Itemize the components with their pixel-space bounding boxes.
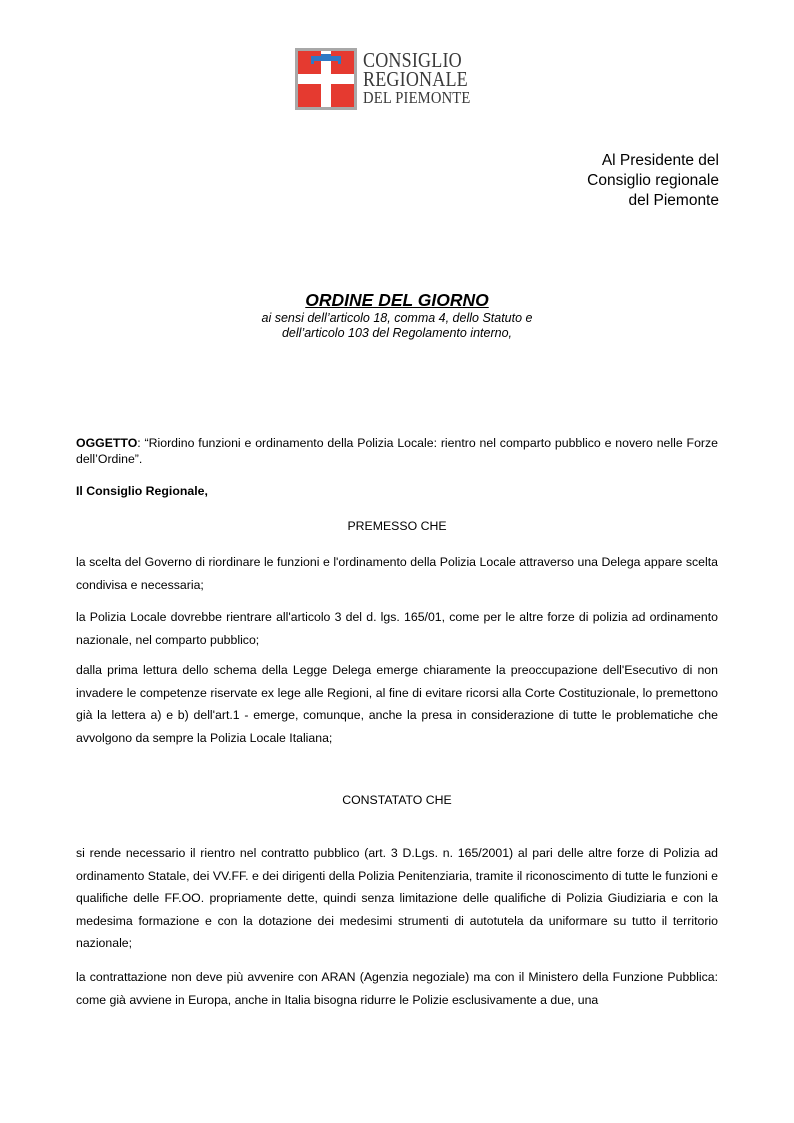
document-title: ORDINE DEL GIORNO [305, 290, 489, 310]
constatato-heading: CONSTATATO CHE [342, 793, 452, 807]
addressee-line-2: Consiglio regionale [587, 172, 719, 189]
intro-line: Il Consiglio Regionale, [76, 484, 208, 498]
logo-wordmark [363, 48, 471, 107]
logo-line-2: REGIONALE [363, 67, 468, 91]
premesso-heading: PREMESSO CHE [347, 519, 447, 533]
subject-block [76, 436, 718, 467]
logo-line-3: DEL PIEMONTE [363, 88, 471, 107]
addressee-line-3: del Piemonte [628, 192, 719, 209]
subject-label: OGGETTO [76, 436, 138, 450]
piedmont-coat-of-arms-icon [295, 48, 357, 110]
paragraph-text: la Polizia Locale dovrebbe rientrare all'articolo 3 del d. lgs. 165/01, come per le altre forze di polizia ad ordinamento nazionale, nel comparto pubblico; [76, 610, 718, 647]
paragraph-text: la scelta del Governo di riordinare le funzioni e l'ordinamento della Polizia Locale attraverso una Delega appare scelta condivisa e necessaria; [76, 555, 718, 592]
addressee-block [587, 151, 719, 211]
addressee-line-1: Al Presidente del [601, 152, 719, 169]
logo-line-1: CONSIGLIO [363, 48, 462, 72]
premesso-paragraph-3 [76, 659, 718, 749]
subject-text: : “Riordino funzioni e ordinamento della Polizia Locale: rientro nel comparto pubblico e novero nelle Forze dell’Ordine”. [76, 436, 718, 466]
premesso-paragraph-2 [76, 606, 718, 651]
council-logo [295, 48, 505, 112]
constatato-paragraph-2 [76, 966, 718, 1011]
document-subtitle-1: ai sensi dell’articolo 18, comma 4, dello Statuto e [261, 311, 533, 325]
constatato-paragraph-1 [76, 842, 718, 955]
premesso-paragraph-1 [76, 551, 718, 596]
document-subtitle-2: dell’articolo 103 del Regolamento interno, [281, 326, 512, 340]
document-header [0, 289, 794, 341]
paragraph-text: si rende necessario il rientro nel contratto pubblico (art. 3 D.Lgs. n. 165/2001) al pari delle altre forze di Polizia ad ordinamento Statale, dei VV.FF. e dei dirigenti della Polizia Penitenziaria, tramite il riconoscimento di tutte le funzioni e qualifiche delle FF.OO. propriamente dette, quindi senza limitazione delle qualifiche di Polizia Giudiziaria e con la medesima formazione e con la dotazione dei medesimi strumenti di autotutela da uniformare su tutto il territorio nazionale; [76, 846, 718, 951]
paragraph-text: la contrattazione non deve più avvenire con ARAN (Agenzia negoziale) ma con il Ministero della Funzione Pubblica: come già avviene in Europa, anche in Italia bisogna ridurre le Polizie esclusivamente a due, una [76, 970, 718, 1007]
paragraph-text: dalla prima lettura dello schema della Legge Delega emerge chiaramente la preoccupazione dell'Esecutivo di non invadere le competenze riservate ex lege alle Regioni, al fine di evitare ricorsi alla Corte Costituzionale, lo premettono già la lettera a) e b) dell'art.1 - emerge, comunque, anche la presa in considerazione di tutte le problematiche che avvolgono da sempre la Polizia Locale Italiana; [76, 663, 718, 745]
